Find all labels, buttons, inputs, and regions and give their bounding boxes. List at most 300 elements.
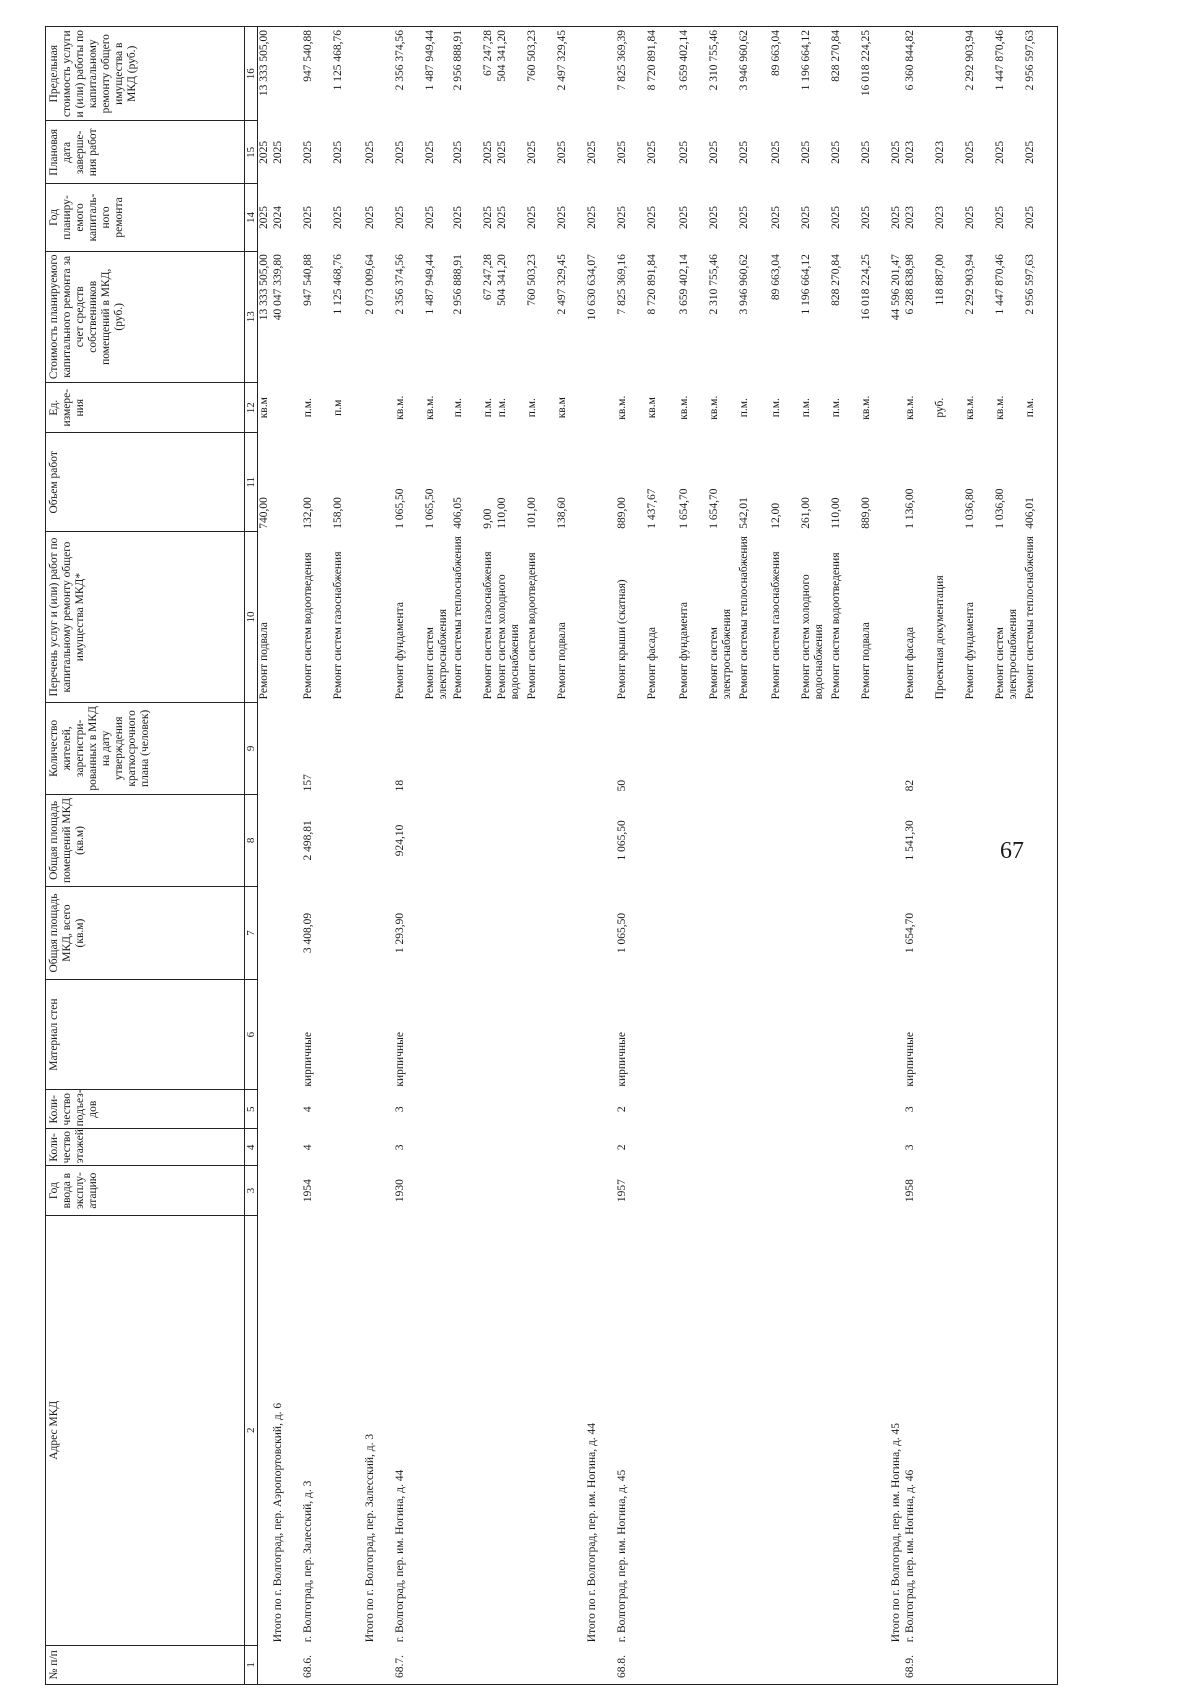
column-number: 7 [245,886,258,979]
row-entrances: 2 [615,1106,628,1113]
row-unit: кв.м. [993,395,1006,420]
row-entrances [830,1090,860,1129]
row-wall-material: кирпичные [301,1032,314,1087]
row-work-type: Ремонт фундамента [677,602,690,700]
row-entrances [708,1090,738,1129]
row-address [770,1215,800,1645]
row-volume: 889,00 [859,497,872,529]
row-wall-material [424,980,452,1090]
row-residents [364,702,394,794]
row-total-area [678,886,708,979]
row-year-built: 1958 [903,1179,916,1203]
row-floors [708,1129,738,1166]
row-completion-date: 2025 [889,140,902,164]
row-completion-date: 2025 [769,140,782,164]
row-wall-material [994,980,1024,1090]
row-wall-material [452,980,482,1090]
row-limit-cost [364,27,394,121]
row-completion-date: 2025 [481,140,494,164]
row-repair-year: 2024 [271,205,284,229]
row-entrances [934,1090,964,1129]
row-residents [860,702,890,794]
row-cost: 16 018 224,25 [859,254,872,321]
row-cost: 3 946 960,62 [737,254,750,315]
row-total-area [452,886,482,979]
row-year-built [526,1166,556,1215]
row-floors [860,1129,890,1166]
row-cost: 44 596 201,47 [889,254,902,321]
row-unit: кв.м [258,397,270,419]
row-limit-cost: 2 310 755,46 [708,27,738,121]
row-limit-cost: 2 956 888,91 [452,27,482,121]
header-cell-unit: Ед. измере-ния [46,382,245,433]
row-residents [258,702,272,794]
row-repair-year: 2025 [301,205,314,229]
row-premises-area [1024,794,1058,886]
row-limit-cost: 67 247,28 [482,27,496,121]
row-work-type: Проектная документация [933,575,946,700]
header-cell-address: Адрес МКД [46,1215,245,1645]
row-premises-area: 924,10 [393,824,406,857]
row-residents [586,702,616,794]
row-completion-date: 2025 [677,140,690,164]
row-address: Итого по г. Волгоград, пер. Аэропортовский, д. 6 [271,1402,284,1643]
row-year-built [738,1166,770,1215]
row-limit-cost [586,27,616,121]
row-unit: п.м. [829,398,842,418]
row-cost: 1 196 664,12 [799,254,812,315]
row-entrances [738,1090,770,1129]
header-cell-wall-material: Материал стен [46,980,245,1090]
row-unit: п.м. [495,398,508,418]
row-entrances [994,1090,1024,1129]
row-premises-area: 1 065,50 [615,820,628,861]
column-number: 15 [245,121,258,184]
row-total-area [332,886,364,979]
table-row [934,27,964,1685]
row-volume: 110,00 [829,497,842,529]
row-volume [364,433,394,532]
row-floors [934,1129,964,1166]
row-residents [332,702,364,794]
table-row [678,27,708,1685]
table-row [616,27,646,1685]
row-wall-material [678,980,708,1090]
row-floors [586,1129,616,1166]
row-year-built [964,1166,994,1215]
row-repair-year: 2025 [363,205,376,229]
row-year-built [258,1166,272,1215]
row-repair-year: 2025 [737,205,750,229]
row-residents [994,702,1024,794]
row-address [332,1215,364,1645]
row-limit-cost: 3 659 402,14 [678,27,708,121]
row-address: Итого по г. Волгоград, пер. им. Ногина, д. 44 [585,1422,598,1643]
row-unit: п.м. [451,398,464,418]
row-wall-material [964,980,994,1090]
row-year-built [586,1166,616,1215]
row-residents: 50 [615,779,628,792]
row-year-built [482,1166,496,1215]
row-work-type [272,532,302,703]
table-row [994,27,1024,1685]
row-repair-year: 2025 [677,205,690,229]
column-number: 2 [245,1215,258,1645]
header-cell-limit-cost: Предельная стоимость услуги и (или) работы по капитальному ремонту общего имущества в МКД (руб.) [46,27,245,121]
row-repair-year: 2025 [829,205,842,229]
row-premises-area [556,794,586,886]
row-completion-date: 2025 [963,140,976,164]
row-unit: руб. [933,397,946,418]
table-row [904,27,934,1685]
row-entrances [890,1090,904,1129]
table-row [646,27,678,1685]
row-unit: кв.м. [677,395,690,420]
row-volume [890,433,904,532]
row-volume: 889,00 [615,497,628,529]
row-premises-area [934,794,964,886]
column-number: 3 [245,1166,258,1215]
row-address: Итого по г. Волгоград, пер. Залесский, д. 3 [363,1433,376,1643]
row-cost: 13 333 505,00 [258,254,270,321]
row-completion-date: 2025 [258,140,270,164]
row-floors [964,1129,994,1166]
row-premises-area [646,794,678,886]
row-entrances [586,1090,616,1129]
row-repair-year: 2025 [769,205,782,229]
row-wall-material: кирпичные [393,1032,406,1087]
row-index [934,1645,964,1684]
row-floors [526,1129,556,1166]
row-address [424,1215,452,1645]
row-index [332,1645,364,1684]
row-total-area [1024,886,1058,979]
row-completion-date: 2025 [393,140,406,164]
row-volume [586,433,616,532]
row-total-area: 1 654,70 [903,912,916,954]
row-limit-cost: 760 503,23 [526,27,556,121]
row-residents [526,702,556,794]
row-limit-cost: 2 356 374,56 [394,27,424,121]
row-entrances: 3 [903,1106,916,1113]
row-address [258,1215,272,1645]
total-row [272,27,302,1685]
row-repair-year: 2025 [585,205,598,229]
row-work-type: Ремонт системы теплоснабжения [1024,532,1058,703]
row-entrances [332,1090,364,1129]
table-row [394,27,424,1685]
row-wall-material [586,980,616,1090]
row-residents: 157 [301,774,314,792]
table-row [424,27,452,1685]
table-row [452,27,482,1685]
rotated-table-sheet [45,26,1200,1685]
row-entrances [526,1090,556,1129]
row-limit-cost: 16 018 224,25 [860,27,890,121]
row-wall-material [646,980,678,1090]
row-cost: 2 956 597,63 [1024,251,1058,382]
row-cost: 2 073 009,64 [363,254,376,315]
row-limit-cost: 1 196 664,12 [800,27,830,121]
row-completion-date: 2025 [993,140,1006,164]
row-volume: 542,01 [737,497,750,529]
row-completion-date: 2023 [903,140,916,164]
row-volume: 1 065,50 [423,488,436,529]
row-total-area [646,886,678,979]
row-address [526,1215,556,1645]
row-address [860,1215,890,1645]
table-row [770,27,800,1685]
table-row [800,27,830,1685]
row-index [770,1645,800,1684]
row-volume: 261,00 [799,497,812,529]
row-completion-date: 2025 [707,140,720,164]
row-work-type [364,532,394,703]
row-index [272,1645,302,1684]
row-work-type: Ремонт систем холодного водоснабжения [495,574,521,700]
row-wall-material [258,980,272,1090]
row-work-type: Ремонт систем водоотведения [301,552,314,700]
row-total-area: 1 293,90 [393,912,406,954]
row-total-area [586,886,616,979]
row-work-type: Ремонт фасада [645,627,658,700]
row-unit: кв.м. [423,395,436,420]
row-cost: 89 663,04 [769,254,782,301]
row-wall-material: кирпичные [615,1032,628,1087]
row-total-area: 1 065,50 [615,912,628,954]
row-floors [364,1129,394,1166]
row-year-built [646,1166,678,1215]
row-unit: кв.м [645,397,658,419]
row-residents [890,702,904,794]
row-entrances [482,1090,496,1129]
row-volume: 1 654,70 [707,488,720,529]
row-unit [890,382,904,433]
row-year-built [708,1166,738,1215]
row-floors [890,1129,904,1166]
row-premises-area: 1 541,30 [903,820,916,861]
row-completion-date: 2025 [645,140,658,164]
column-number: 8 [245,794,258,886]
header-cell-cost: Стоимость планируемого капитального ремонта за счет средств собственников помещений в МКД, (руб.) [46,251,245,382]
row-wall-material [860,980,890,1090]
row-repair-year: 2025 [495,205,508,229]
row-wall-material [934,980,964,1090]
row-volume: 1 036,80 [993,488,1006,529]
row-floors [496,1129,526,1166]
row-cost: 67 247,28 [481,254,494,301]
row-volume [934,433,964,532]
row-total-area [496,886,526,979]
row-entrances [556,1090,586,1129]
row-completion-date: 2025 [495,140,508,164]
row-unit: п.м [331,399,344,416]
row-volume: 740,00 [258,497,270,529]
row-repair-year: 2025 [423,205,436,229]
row-premises-area [526,794,556,886]
row-floors: 3 [393,1144,406,1151]
row-index [678,1645,708,1684]
row-total-area [364,886,394,979]
header-cell-volume: Объем работ [46,433,245,532]
row-unit: кв.м. [615,395,628,420]
column-number: 13 [245,251,258,382]
row-year-built [556,1166,586,1215]
row-year-built [830,1166,860,1215]
row-residents [272,702,302,794]
header-cell-premises-area: Общая площадь помещений МКД (кв.м) [46,794,245,886]
row-limit-cost: 1 125 468,76 [332,27,364,121]
row-total-area [830,886,860,979]
row-floors [424,1129,452,1166]
header-cell-floors: Коли-чество этажей [46,1129,245,1166]
row-work-type [890,532,904,703]
row-residents: 18 [393,779,406,792]
row-volume: 1 437,67 [645,488,658,529]
row-repair-year: 2025 [393,205,406,229]
row-work-type: Ремонт системы теплоснабжения [451,536,464,700]
row-residents [1024,702,1058,794]
row-cost: 8 720 891,84 [645,254,658,315]
row-residents [934,702,964,794]
row-floors [770,1129,800,1166]
row-residents [964,702,994,794]
row-completion-date: 2025 [301,140,314,164]
row-limit-cost: 947 540,88 [302,27,332,121]
row-limit-cost: 8 720 891,84 [646,27,678,121]
column-number: 11 [245,433,258,532]
column-number: 16 [245,27,258,121]
column-number: 14 [245,184,258,251]
row-floors: 4 [301,1144,314,1151]
row-index: 68.6. [302,1645,332,1684]
row-floors [830,1129,860,1166]
row-floors: 2 [615,1144,628,1151]
row-address [496,1215,526,1645]
row-year-built [1024,1166,1058,1215]
row-completion-date: 2025 [451,140,464,164]
row-entrances: 4 [301,1106,314,1113]
row-floors [258,1129,272,1166]
row-wall-material [830,980,860,1090]
row-total-area [964,886,994,979]
row-work-type: Ремонт систем электроснабжения [993,608,1019,700]
row-limit-cost: 89 663,04 [770,27,800,121]
row-entrances [860,1090,890,1129]
row-unit: п.м. [481,398,494,418]
row-year-built [424,1166,452,1215]
row-year-built [994,1166,1024,1215]
column-number: 6 [245,980,258,1090]
row-address: г. Волгоград, пер. им. Ногина, д. 45 [615,1469,628,1643]
row-address [556,1215,586,1645]
row-total-area [994,886,1024,979]
row-repair-year: 2025 [799,205,812,229]
row-volume: 1 036,80 [963,488,976,529]
row-volume: 9,00 [481,508,494,529]
row-total-area [272,886,302,979]
row-repair-year: 2025 [331,205,344,229]
row-work-type: Ремонт систем холодного водоснабжения [799,574,825,700]
row-wall-material [800,980,830,1090]
row-wall-material [272,980,302,1090]
row-total-area [890,886,904,979]
row-entrances [258,1090,272,1129]
row-residents [452,702,482,794]
row-index: 68.7. [394,1645,424,1684]
row-volume: 158,00 [331,497,344,529]
column-number: 1 [245,1645,258,1684]
row-index [556,1645,586,1684]
row-index [496,1645,526,1684]
row-residents [770,702,800,794]
row-floors [1024,1129,1058,1166]
row-total-area [556,886,586,979]
row-completion-date: 2025 [859,140,872,164]
row-unit: кв.м. [707,395,720,420]
row-limit-cost: 1 487 949,44 [424,27,452,121]
row-unit: кв.м [555,397,568,419]
row-year-built [332,1166,364,1215]
row-cost: 1 487 949,44 [423,254,436,315]
row-cost: 2 356 374,56 [393,254,406,315]
row-work-type [586,532,616,703]
row-volume: 406,01 [1024,433,1058,532]
row-entrances [770,1090,800,1129]
header-cell-repair-year: Год планиру-емого капиталь-ного ремонта [46,184,245,251]
row-entrances [1024,1090,1058,1129]
row-index [526,1645,556,1684]
row-index [860,1645,890,1684]
row-volume: 110,00 [495,497,508,529]
row-cost: 3 659 402,14 [677,254,690,315]
table-row [526,27,556,1685]
row-unit [586,382,616,433]
row-limit-cost: 3 946 960,62 [738,27,770,121]
column-number: 9 [245,702,258,794]
row-entrances: 3 [393,1106,406,1113]
row-cost: 760 503,23 [525,254,538,306]
row-premises-area [482,794,496,886]
row-year-built [890,1166,904,1215]
row-cost: 504 341,20 [495,254,508,306]
total-row [890,27,904,1685]
row-entrances [646,1090,678,1129]
header-cell-number: № п/п [46,1645,245,1684]
row-cost: 2 292 903,94 [963,254,976,315]
row-wall-material [770,980,800,1090]
row-year-built [364,1166,394,1215]
row-completion-date: 2025 [555,140,568,164]
header-cell-total-area: Общая площадь МКД, всего (кв.м) [46,886,245,979]
row-index [482,1645,496,1684]
row-year-built [934,1166,964,1215]
row-cost: 1 125 468,76 [331,254,344,315]
row-cost: 118 887,00 [933,254,946,306]
row-completion-date: 2025 [737,140,750,164]
row-unit: кв.м. [963,395,976,420]
row-repair-year: 2023 [933,205,946,229]
row-unit: п.м. [1024,382,1058,433]
row-address [994,1215,1024,1645]
table-row [482,27,496,1685]
row-address [646,1215,678,1645]
row-floors [994,1129,1024,1166]
row-year-built [452,1166,482,1215]
row-unit: п.м. [525,398,538,418]
row-repair-year: 2025 [707,205,720,229]
row-residents [800,702,830,794]
